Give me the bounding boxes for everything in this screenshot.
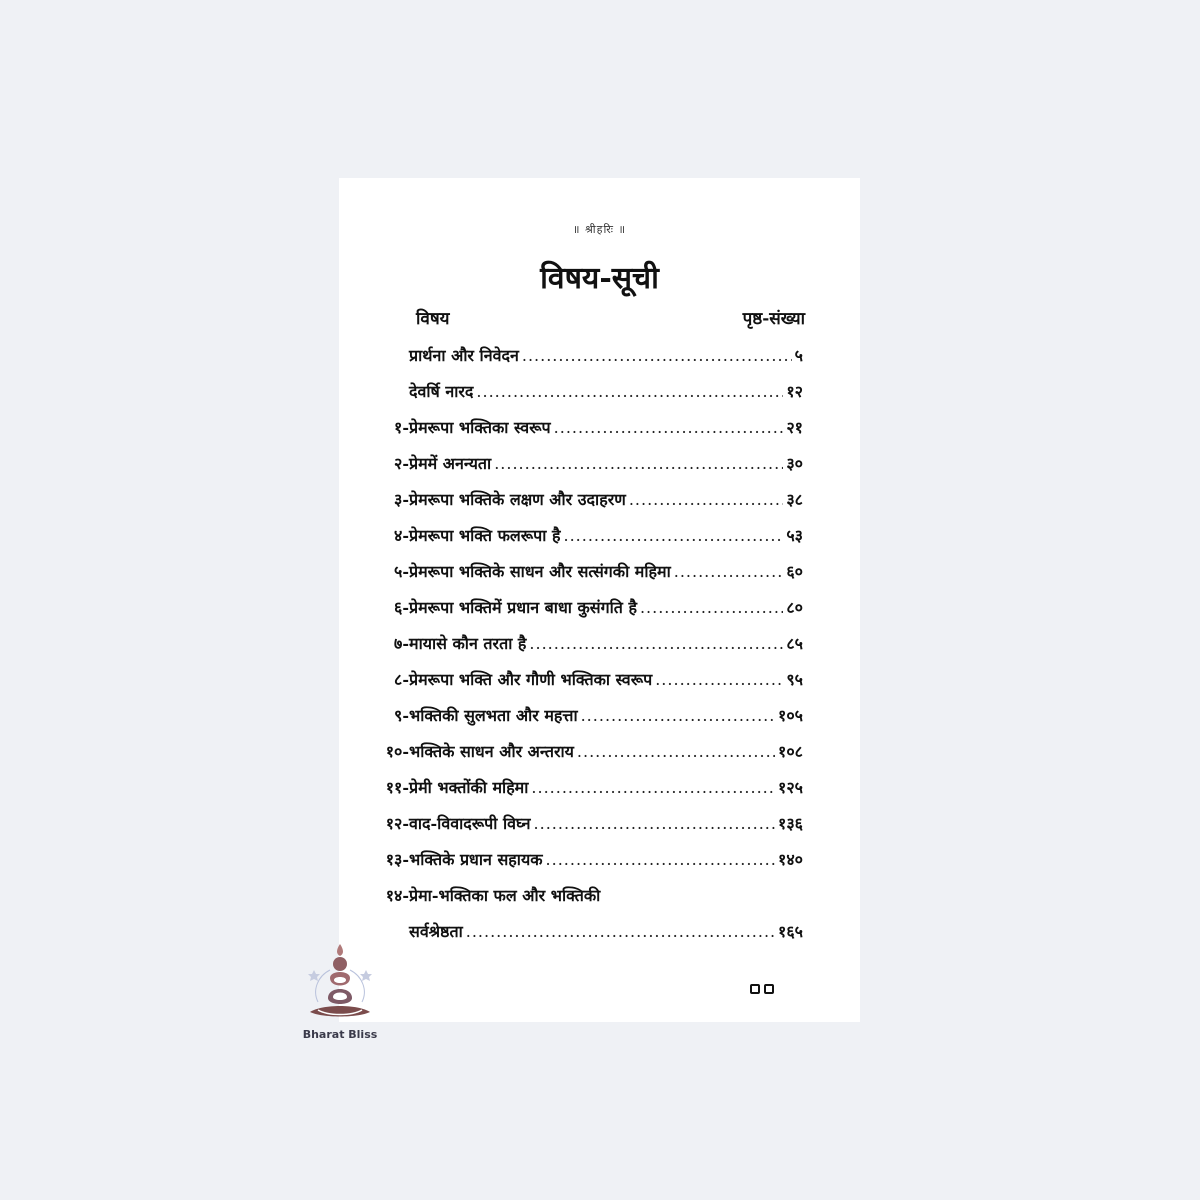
toc-label: देवर्षि नारद bbox=[409, 382, 474, 401]
toc-page-number: ५ bbox=[794, 346, 803, 365]
toc-label: भक्तिके साधन और अन्तराय bbox=[409, 742, 574, 761]
toc-number: ९- bbox=[394, 706, 409, 725]
end-of-list-mark bbox=[750, 984, 774, 994]
toc-number: २- bbox=[394, 454, 409, 473]
toc-row bbox=[375, 842, 803, 878]
toc-row bbox=[375, 770, 803, 806]
toc-page-number: १३६ bbox=[778, 814, 803, 833]
toc-number: १४- bbox=[385, 886, 409, 905]
page-title: विषय-सूची bbox=[540, 261, 659, 296]
toc-leader-dots bbox=[640, 590, 783, 626]
toc-page-number: २१ bbox=[786, 418, 803, 437]
toc-leader-dots bbox=[522, 338, 792, 374]
toc-leader-dots bbox=[534, 806, 776, 842]
toc-number: ७- bbox=[394, 634, 409, 653]
toc-row bbox=[375, 662, 803, 698]
toc-number: ४- bbox=[394, 526, 409, 545]
toc-page-number: ९५ bbox=[786, 670, 803, 689]
toc-leader-dots bbox=[476, 374, 783, 410]
toc-number: ५- bbox=[394, 562, 409, 581]
toc-page-number: १०५ bbox=[778, 706, 803, 725]
toc-page-number: १०८ bbox=[778, 742, 803, 761]
toc-label: प्रेममें अनन्यता bbox=[409, 454, 492, 473]
toc-label: वाद-विवादरूपी विघ्न bbox=[409, 814, 531, 833]
toc-leader-dots bbox=[554, 410, 784, 446]
toc-leader-dots bbox=[577, 734, 775, 770]
toc-row bbox=[375, 374, 803, 410]
toc-label: प्रेमरूपा भक्तिके लक्षण और उदाहरण bbox=[409, 490, 626, 509]
toc-label: प्रेमरूपा भक्तिमें प्रधान बाधा कुसंगति है bbox=[409, 598, 637, 617]
toc-number: १२- bbox=[385, 814, 409, 833]
toc-page-number: ५३ bbox=[786, 526, 803, 545]
toc-label: प्रेमरूपा भक्ति और गौणी भक्तिका स्वरूप bbox=[409, 670, 653, 689]
toc-number: ८- bbox=[394, 670, 409, 689]
column-header-page-number: पृष्ठ-संख्या bbox=[742, 309, 805, 329]
toc-row bbox=[375, 554, 803, 590]
toc-page-number: १६५ bbox=[778, 922, 803, 941]
toc-label: भक्तिकी सुलभता और महत्ता bbox=[409, 706, 578, 725]
toc-leader-dots bbox=[529, 626, 783, 662]
toc-row bbox=[375, 410, 803, 446]
toc-leader-dots bbox=[581, 698, 775, 734]
invocation-text: ॥ श्रीहरिः ॥ bbox=[572, 223, 627, 236]
toc-row bbox=[375, 518, 803, 554]
toc-page-number: १२ bbox=[786, 382, 803, 401]
toc-page-number: ३० bbox=[786, 454, 803, 473]
toc-label: भक्तिके प्रधान सहायक bbox=[409, 850, 543, 869]
toc-label: प्रेमरूपा भक्ति फलरूपा है bbox=[409, 526, 561, 545]
toc-leader-dots bbox=[629, 482, 784, 518]
toc-page-number: १२५ bbox=[778, 778, 803, 797]
toc-row bbox=[375, 878, 803, 914]
toc-leader-dots bbox=[546, 842, 776, 878]
toc-leader-dots bbox=[466, 914, 775, 950]
toc-page-number: ८० bbox=[786, 598, 803, 617]
toc-leader-dots bbox=[655, 662, 783, 698]
toc-number: ११- bbox=[385, 778, 409, 797]
square-icon bbox=[764, 984, 774, 994]
toc-label: प्रेमरूपा भक्तिके साधन और सत्संगकी महिमा bbox=[409, 562, 671, 581]
toc-page-number: १४० bbox=[778, 850, 803, 869]
toc-row bbox=[375, 338, 803, 374]
toc-row bbox=[375, 806, 803, 842]
toc-page-number: ३८ bbox=[786, 490, 803, 509]
toc-page-number: ८५ bbox=[786, 634, 803, 653]
toc-row bbox=[375, 482, 803, 518]
table-of-contents bbox=[375, 338, 803, 950]
toc-row bbox=[375, 590, 803, 626]
toc-number: ६- bbox=[394, 598, 409, 617]
toc-label: मायासे कौन तरता है bbox=[409, 634, 527, 653]
toc-number: १- bbox=[394, 418, 409, 437]
toc-label: प्रेमा-भक्तिका फल और भक्तिकी bbox=[409, 886, 601, 905]
toc-label: प्रेमरूपा भक्तिका स्वरूप bbox=[409, 418, 551, 437]
toc-leader-dots bbox=[563, 518, 783, 554]
toc-row bbox=[375, 914, 803, 950]
book-page bbox=[339, 178, 860, 1022]
toc-row bbox=[375, 734, 803, 770]
toc-leader-dots bbox=[674, 554, 784, 590]
toc-label: प्रेमी भक्तोंकी महिमा bbox=[409, 778, 529, 797]
square-icon bbox=[750, 984, 760, 994]
toc-label: सर्वश्रेष्ठता bbox=[409, 922, 463, 941]
column-header-subject: विषय bbox=[416, 309, 450, 329]
toc-number: १३- bbox=[385, 850, 409, 869]
toc-leader-dots bbox=[531, 770, 775, 806]
toc-page-number: ६० bbox=[786, 562, 803, 581]
toc-row bbox=[375, 626, 803, 662]
brand-name: Bharat Bliss bbox=[302, 1028, 378, 1041]
toc-number: १०- bbox=[385, 742, 409, 761]
toc-leader-dots bbox=[494, 446, 783, 482]
toc-number: ३- bbox=[394, 490, 409, 509]
toc-row bbox=[375, 446, 803, 482]
toc-label: प्रार्थना और निवेदन bbox=[409, 346, 519, 365]
toc-row bbox=[375, 698, 803, 734]
